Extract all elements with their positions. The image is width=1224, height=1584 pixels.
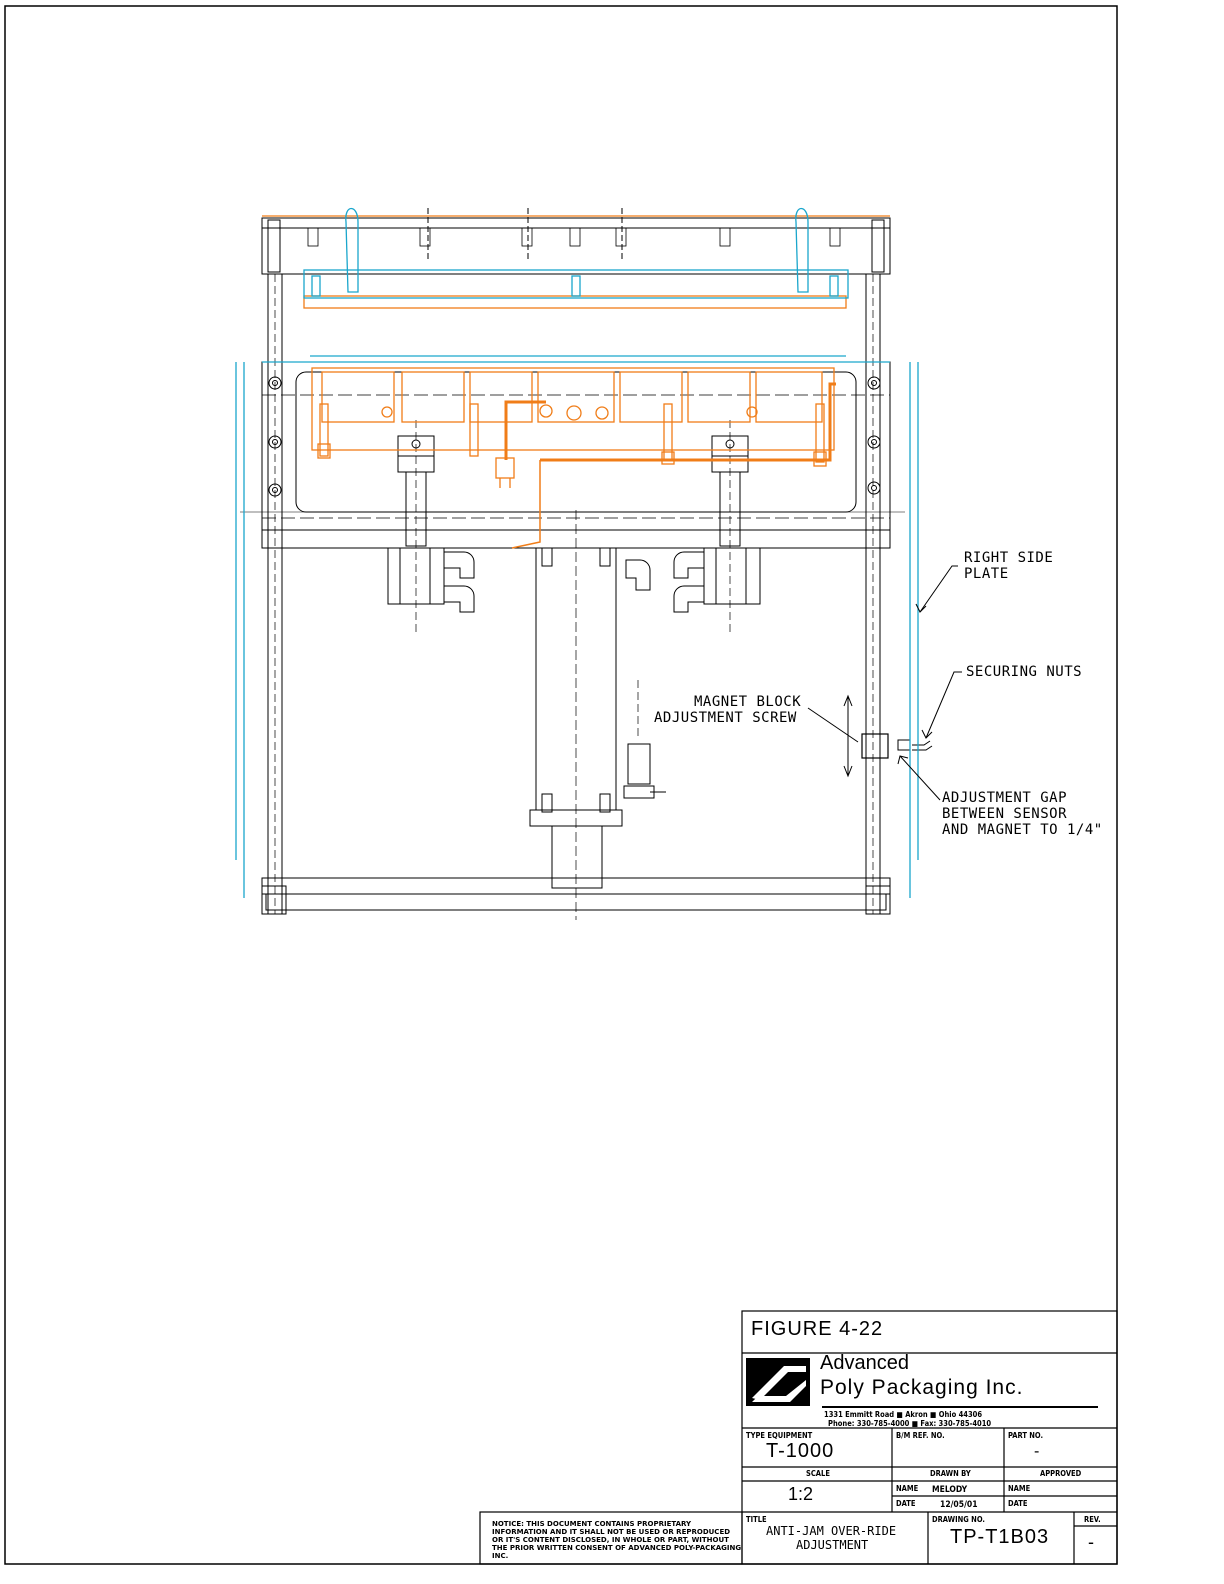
company-logo (746, 1358, 810, 1406)
figure-number: FIGURE 4-22 (751, 1318, 884, 1340)
drawn-name-value: MELODY (932, 1485, 968, 1495)
company-address: 1331 Emmitt Road ■ Akron ■ Ohio 44306 (824, 1410, 983, 1419)
rev-label: REV. (1084, 1515, 1101, 1524)
callout-leader-lines (808, 566, 962, 800)
approved-date-label: DATE (1008, 1499, 1028, 1508)
title-label: TITLE (746, 1515, 767, 1524)
type-equipment-label: TYPE EQUIPMENT (746, 1431, 813, 1440)
approved-label: APPROVED (1040, 1469, 1082, 1478)
company-phone: Phone: 330-785-4000 ■ Fax: 330-785-4010 (828, 1419, 992, 1428)
right-side-plate-label-1: RIGHT SIDE (964, 550, 1054, 566)
type-equipment-value: T-1000 (766, 1440, 835, 1462)
magnet-block-label-1: MAGNET BLOCK (694, 694, 802, 710)
drawn-by-label: DRAWN BY (930, 1469, 971, 1478)
drawing-title-line1: ANTI-JAM OVER-RIDE (766, 1524, 897, 1538)
company-name-line1: Advanced (820, 1352, 909, 1374)
magnet-block-label-2: ADJUSTMENT SCREW (654, 710, 797, 726)
sheet-border (5, 6, 1117, 1564)
bm-ref-label: B/M REF. NO. (896, 1431, 945, 1440)
company-name-line2: Poly Packaging Inc. (820, 1376, 1024, 1399)
approved-name-label: NAME (1008, 1484, 1031, 1493)
rev-value: - (1088, 1532, 1094, 1552)
adjustment-gap-label-2: BETWEEN SENSOR (942, 806, 1068, 822)
securing-nuts-label: SECURING NUTS (966, 664, 1083, 680)
orange-jaw-components (262, 216, 890, 548)
drawing-no-value: TP-T1B03 (950, 1526, 1050, 1548)
proprietary-notice: NOTICE: THIS DOCUMENT CONTAINS PROPRIETARY INFORMATION AND IT SHALL NOT BE USED OR REPRODUCED OR IT'S CONTENT DISCLOSED, IN WHOLE OR PART, WITHOUT THE PRIOR WRITTEN CONSENT OF ADVANCED POLY-PACKAGING INC. (492, 1520, 742, 1560)
date-value: 12/05/01 (940, 1500, 978, 1510)
adjustment-gap-label-3: AND MAGNET TO 1/4" (942, 822, 1103, 838)
date-label: DATE (896, 1499, 916, 1508)
scale-label: SCALE (806, 1469, 830, 1478)
scale-value: 1:2 (788, 1484, 814, 1504)
drawn-name-label: NAME (896, 1484, 919, 1493)
machine-assembly-drawing (240, 208, 932, 920)
drawing-title-line2: ADJUSTMENT (796, 1538, 869, 1552)
drawing-no-label: DRAWING NO. (932, 1515, 985, 1524)
cyan-side-plates (236, 209, 918, 899)
part-no-value: - (1034, 1443, 1040, 1460)
right-side-plate-label-2: PLATE (964, 566, 1009, 582)
part-no-label: PART NO. (1008, 1431, 1044, 1440)
adjustment-gap-label-1: ADJUSTMENT GAP (942, 790, 1068, 806)
